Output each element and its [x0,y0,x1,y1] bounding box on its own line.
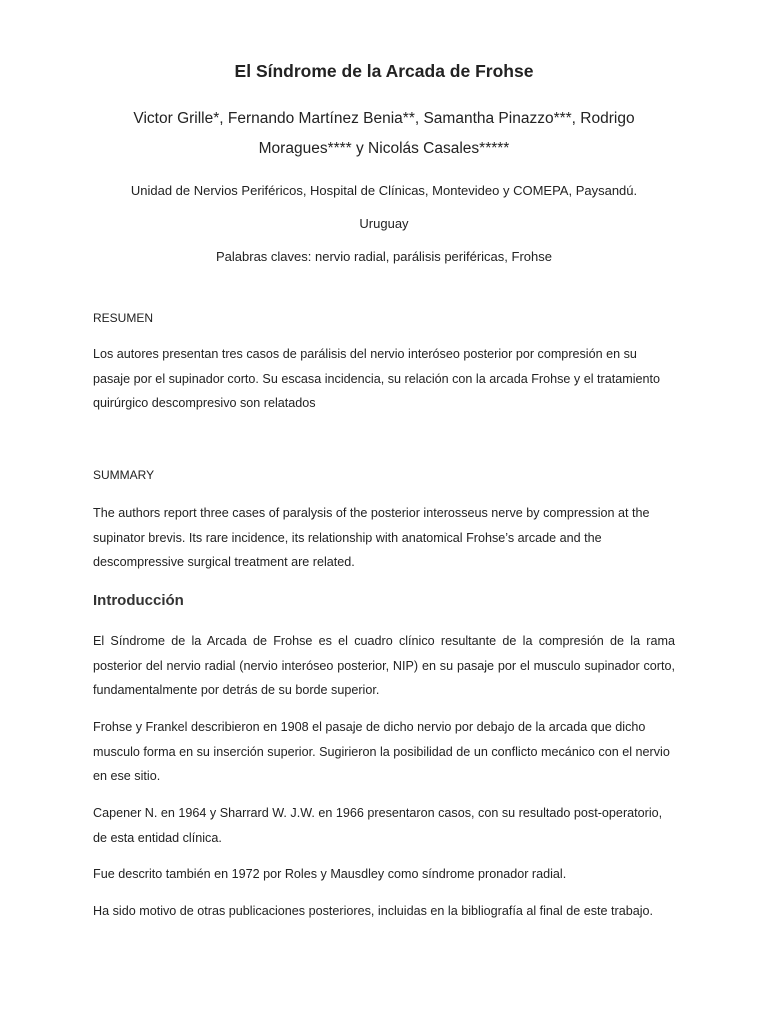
resumen-text: Los autores presentan tres casos de parálisis del nervio interóseo posterior por compresión en su pasaje por el supinador corto. Su escasa incidencia, su relación con la arcada Frohse y el tratamiento quirúrgico descompresivo son relatados [93,347,661,411]
keywords-line: Palabras claves: nervio radial, parálisis periféricas, Frohse [216,249,552,264]
intro-paragraph-3: Capener N. en 1964 y Sharrard W. J.W. en 1966 presentaron casos, con su resultado post-operatorio, de esta entidad clínica. [93,806,663,845]
intro-paragraph-5: Ha sido motivo de otras publicaciones posteriores, incluidas en la bibliografía al final de este trabajo. [93,904,654,918]
affiliation-line-2: Uruguay [359,216,409,231]
introduccion-heading: Introducción [93,592,184,609]
intro-paragraph-1: El Síndrome de la Arcada de Frohse es el cuadro clínico resultante de la compresión de la rama posterior del nervio radial (nervio interóseo posterior, NIP) en su pasaje por el musculo supinador corto, fundamentalmente por detrás de su borde superior. [93,634,675,698]
resumen-heading: RESUMEN [93,311,154,325]
intro-paragraph-2: Frohse y Frankel describieron en 1908 el pasaje de dicho nervio por debajo de la arcada que dicho musculo forma en su inserción superior. Sugirieron la posibilidad de un conflicto mecánico con el nervio en ese sitio. [93,720,670,784]
page-title: El Síndrome de la Arcada de Frohse [234,61,534,81]
author-list: Victor Grille*, Fernando Martínez Benia**, Samantha Pinazzo***, Rodrigo Moragues**** y Nicolás Casales***** [133,110,635,157]
intro-paragraph-4: Fue descrito también en 1972 por Roles y Mausdley como síndrome pronador radial. [93,867,567,881]
summary-text: The authors report three cases of paralysis of the posterior interosseus nerve by compression at the supinator brevis. Its rare incidence, its relationship with anatomical Frohse’s arcade and the descompressive surgical treatment are related. [93,506,650,570]
affiliation-line-1: Unidad de Nervios Periféricos, Hospital de Clínicas, Montevideo y COMEPA, Paysandú. [130,183,638,198]
summary-heading: SUMMARY [93,468,155,482]
